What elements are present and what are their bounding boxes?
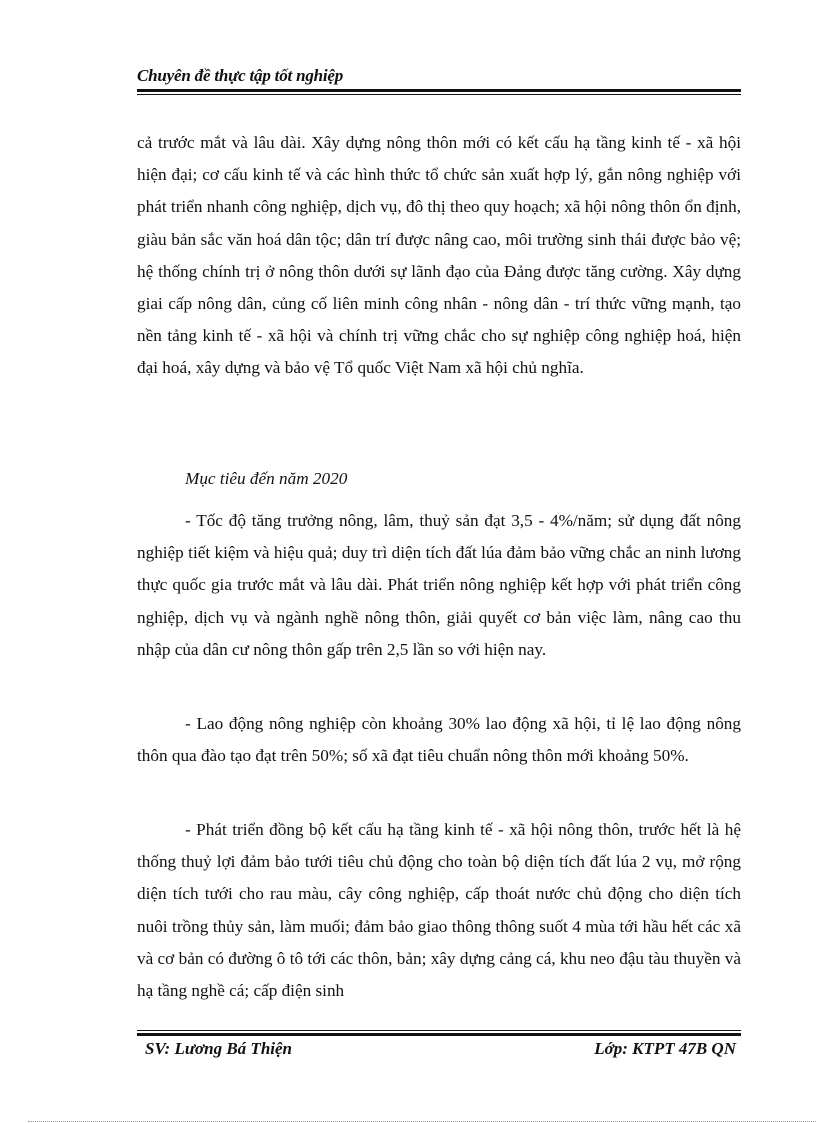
footer-class: Lớp: KTPT 47B QN bbox=[594, 1039, 736, 1058]
paragraph-continuation: cả trước mắt và lâu dài. Xây dựng nông thôn mới có kết cấu hạ tầng kinh tế - xã hội hiện đại; cơ cấu kinh tế và các hình thức tổ chức sản xuất hợp lý, gắn nông nghiệp với phát triển nhanh công nghiệp, dịch vụ, đô thị theo quy hoạch; xã hội nông thôn ổn định, giàu bản sắc văn hoá dân tộc; dân trí được nâng cao, môi trường sinh thái được bảo vệ; hệ thống chính trị ở nông thôn dưới sự lãnh đạo của Đảng được tăng cường. Xây dựng giai cấp nông dân, củng cố liên minh công nhân - nông dân - trí thức vững mạnh, tạo nền tảng kinh tế - xã hội và chính trị vững chắc cho sự nghiệp công nghiệp hoá, hiện đại hoá, xây dựng và bảo vệ Tổ quốc Việt Nam xã hội chủ nghĩa. bbox=[137, 133, 741, 378]
footer-rule-thin bbox=[137, 1030, 741, 1031]
section-subheading: Mục tiêu đến năm 2020 bbox=[185, 469, 348, 488]
header-rule-thick bbox=[137, 89, 741, 92]
paragraph-labor-target: - Lao động nông nghiệp còn khoảng 30% lao động xã hội, tỉ lệ lao động nông thôn qua đào tạo đạt trên 50%; số xã đạt tiêu chuẩn nông thôn mới khoảng 50%. bbox=[137, 714, 741, 766]
paragraph-growth-target: - Tốc độ tăng trưởng nông, lâm, thuỷ sản đạt 3,5 - 4%/năm; sử dụng đất nông nghiệp tiết kiệm và hiệu quả; duy trì diện tích đất lúa đảm bảo vững chắc an ninh lương thực quốc gia trước mắt và lâu dài. Phát triển nông nghiệp kết hợp với phát triển công nghiệp, dịch vụ và ngành nghề nông thôn, giải quyết cơ bản việc làm, nâng cao thu nhập của dân cư nông thôn gấp trên 2,5 lần so với hiện nay. bbox=[137, 511, 741, 659]
page-bottom-border bbox=[28, 1121, 816, 1122]
footer-student-name: SV: Lương Bá Thiện bbox=[145, 1039, 292, 1058]
page-header-title: Chuyên đề thực tập tốt nghiệp bbox=[137, 66, 344, 85]
footer-rule-thick bbox=[137, 1033, 741, 1036]
header-rule-thin bbox=[137, 94, 741, 95]
paragraph-infrastructure-target: - Phát triển đồng bộ kết cấu hạ tầng kinh tế - xã hội nông thôn, trước hết là hệ thống thuỷ lợi đảm bảo tưới tiêu chủ động cho toàn bộ diện tích đất lúa 2 vụ, mở rộng diện tích tưới cho rau màu, cây công nghiệp, cấp thoát nước chủ động cho diện tích nuôi trồng thủy sản, làm muối; đảm bảo giao thông thông suốt 4 mùa tới hầu hết các xã và cơ bản có đường ô tô tới các thôn, bản; xây dựng cảng cá, khu neo đậu tàu thuyền và hạ tầng nghề cá; cấp điện sinh bbox=[137, 820, 741, 1001]
